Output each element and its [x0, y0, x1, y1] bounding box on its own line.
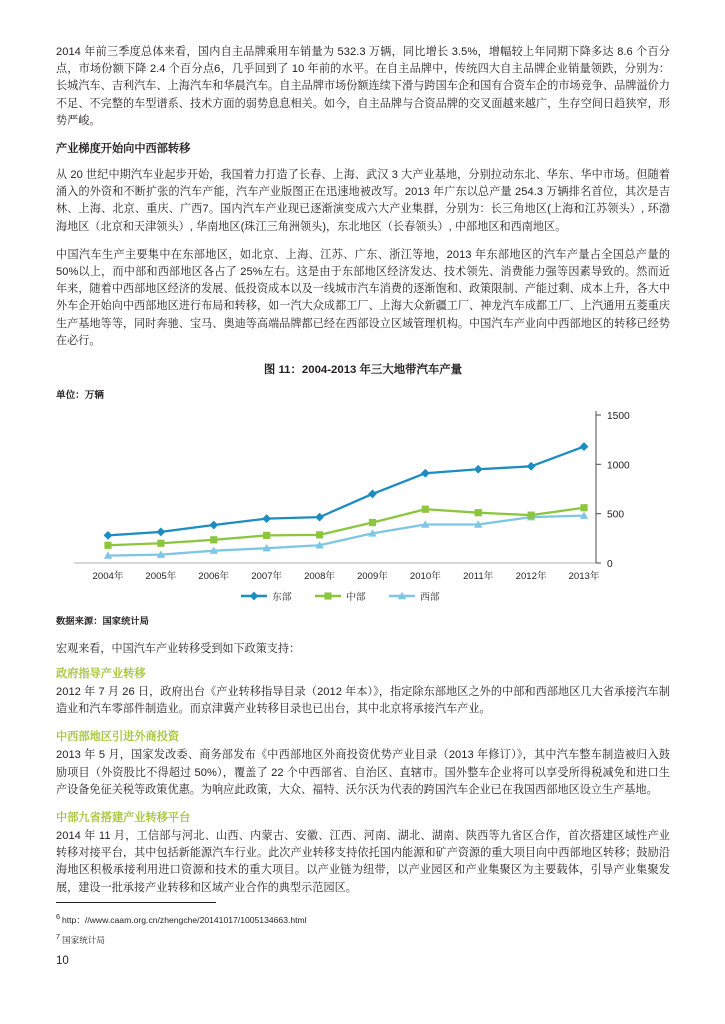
chart-point-marker — [315, 513, 324, 522]
chart-point-marker — [209, 521, 218, 530]
chart-y-tick-label: 1000 — [607, 460, 630, 472]
chart-x-tick-label: 2013年 — [568, 571, 600, 583]
page-content — [56, 44, 670, 908]
figure-unit-label: 单位：万辆 — [56, 390, 104, 402]
chart-y-tick-label: 1500 — [607, 411, 630, 423]
chart-point-marker — [369, 519, 376, 526]
chart-legend-label-西部: 西部 — [420, 592, 440, 604]
chart-x-tick-label: 2008年 — [304, 571, 336, 583]
chart-point-marker — [368, 490, 377, 499]
chart-x-tick-label: 2007年 — [251, 571, 283, 583]
chart-series-line-西部 — [108, 516, 584, 556]
chart-point-marker — [262, 514, 271, 523]
figure-title: 图 11：2004-2013 年三大地带汽车产量 — [263, 364, 463, 377]
footnote-text-6: http：//www.caam.org.cn/zhengche/20141017/1005134663.html — [62, 914, 307, 925]
footnote-divider — [56, 902, 216, 903]
chart-y-tick-label: 500 — [607, 509, 624, 521]
footnote-marker-7: 7 — [56, 931, 60, 941]
paragraph-east-region-output: 中国汽车生产主要集中在东部地区，如北京、上海、江苏、广东、浙江等地，2013 年东部地区的汽车产量占全国总产量的 50%以上，而中部和西部地区各占了 25%左右。这是由于东部地区经济发达、技术领先、消费能力强等因素导致的。然而近年来，随着中西部地区经济的发展、低投资成本以及一线城市汽车消费的逐渐饱和、政策限制、产能过剩、成本上升，各大中外车企开始向中西部地区进行布局和转移，如一汽大众成都工厂、上海大众新疆工厂、神龙汽车成都工厂、上汽通用五菱重庆生产基地等等，同时奔驰、宝马、奥迪等高端品牌都已经在西部设立区域管理机构。中国汽车产业向中西部地区的转移已经势在必行。 — [56, 248, 670, 347]
chart-point-marker — [422, 506, 429, 513]
chart-point-marker — [421, 469, 430, 478]
policy-body-nine-provinces: 2014 年 11 月，工信部与河北、山西、内蒙古、安徽、江西、河南、湖北、湖南、陕西等九省区合作，首次搭建区域性产业转移对接平台，其中包括新能源汽车行业。此次产业转移支持依托国内能源和矿产资源的重大项目向中西部地区转移；鼓励沿海地区积极承接利用进口资源和技术的重大项目。以产业链为纽带，以产业园区和产业集聚区为主要载体，引导产业集聚发展，建设一批承接产业转移和区域产业合作的典型示范园区。 — [56, 830, 670, 894]
chart-x-tick-label: 2010年 — [409, 571, 441, 583]
chart-point-marker — [156, 528, 165, 537]
chart-canvas — [56, 403, 670, 603]
chart-point-marker — [104, 542, 111, 549]
section-heading-industry-shift: 产业梯度开始向中西部转移 — [56, 143, 191, 156]
chart-x-tick-label: 2004年 — [92, 571, 124, 583]
line-chart-svg — [56, 403, 670, 603]
policy-body-government-guidance: 2012 年 7 月 26 日，政府出台《产业转移指导目录（2012 年本）》，指定除东部地区之外的中部和西部地区几大省承接汽车制造业和汽车零部件制造业。而京津冀产业转移目录也已出台，其中北京将承接汽车产业。 — [56, 686, 670, 716]
figure-11 — [56, 361, 670, 627]
chart-x-tick-label: 2009年 — [356, 571, 388, 583]
chart-point-marker — [263, 532, 270, 539]
chart-point-marker — [210, 536, 217, 543]
chart-x-tick-label: 2005年 — [145, 571, 177, 583]
footnote-area — [56, 902, 670, 950]
chart-series-line-东部 — [108, 447, 584, 536]
footnote-7 — [56, 930, 670, 947]
chart-point-marker — [157, 540, 164, 547]
policy-heading-nine-provinces: 中部九省搭建产业转移平台 — [56, 812, 191, 825]
chart-point-marker — [104, 531, 113, 540]
paragraph-policy-lead: 宏观来看，中国汽车产业转移受到如下政策支持： — [56, 643, 301, 656]
chart-point-marker — [316, 531, 323, 538]
footnote-text-7: 国家统计局 — [62, 934, 105, 945]
chart-point-marker — [475, 509, 482, 516]
chart-legend-label-中部: 中部 — [346, 592, 366, 604]
chart-point-marker — [474, 465, 483, 474]
chart-point-marker — [580, 442, 589, 451]
chart-point-marker — [324, 592, 331, 599]
chart-y-tick-label: 0 — [607, 559, 613, 571]
paragraph-industry-bases: 从 20 世纪中期汽车业起步开始，我国着力打造了长春、上海、武汉 3 大产业基地，分别拉动东北、华东、华中市场。但随着涌入的外资和不断扩张的汽车产能，汽车产业版图正在迅速地被改写。2013 年广东以总产量 254.3 万辆排名首位，其次是吉林、上海、北京、重庆、广西7。国内汽车产业现已逐渐演变成六大产业集群，分别为：长三角地区(上海和江苏领头）, 环渤海地区（北京和天津领头）, 华南地区(珠江三角洲领头)，东北地区（长春领头）, 中部地区和西南地区。 — [56, 169, 670, 233]
policy-heading-foreign-investment: 中西部地区引进外商投资 — [56, 731, 180, 744]
policy-body-foreign-investment: 2013 年 5 月，国家发改委、商务部发布《中西部地区外商投资优势产业目录（2013 年修订）》，其中汽车整车制造被归入鼓励项目（外资股比不得超过 50%），覆盖了 22 个中西部省、自治区、直辖市。国外整车企业将可以享受所得税减免和进口生产设备免征关税等政策优惠。为响应此政策，大众、福特、沃尔沃为代表的跨国汽车企业已在我国西部地区设立生产基地。 — [56, 749, 670, 796]
page-number: 10 — [56, 955, 69, 967]
chart-point-marker — [250, 592, 259, 601]
figure-source: 数据来源：国家统计局 — [56, 616, 149, 627]
chart-x-tick-label: 2006年 — [198, 571, 230, 583]
policy-heading-government-guidance: 政府指导产业转移 — [56, 668, 146, 681]
chart-legend-label-东部: 东部 — [272, 592, 292, 604]
chart-x-tick-label: 2011年 — [463, 571, 494, 583]
footnote-6 — [56, 910, 670, 927]
chart-point-marker — [527, 462, 536, 471]
footnote-marker-6: 6 — [56, 912, 60, 921]
chart-x-tick-label: 2012年 — [515, 571, 547, 583]
chart-point-marker — [580, 504, 587, 511]
chart-point-marker — [528, 512, 535, 519]
paragraph-auto-brand-sales: 2014 年前三季度总体来看，国内自主品牌乘用车销量为 532.3 万辆，同比增长 3.5%，增幅较上年同期下降多达 8.6 个百分点，市场份额下降 2.4 个百分点6，几乎回到了 10 年前的水平。在自主品牌中，传统四大自主品牌企业销量领跌，分别为：长城汽车、吉利汽车、上海汽车和华晨汽车。自主品牌市场份额连续下滑与跨国车企和国有合资车企的市场竞争、品牌溢价力不足、不完整的车型谱系、技术方面的弱势息息相关。如今，自主品牌与合资品牌的交叉面越来越广，生存空间日趋狭窄，形势严峻。 — [56, 46, 670, 127]
